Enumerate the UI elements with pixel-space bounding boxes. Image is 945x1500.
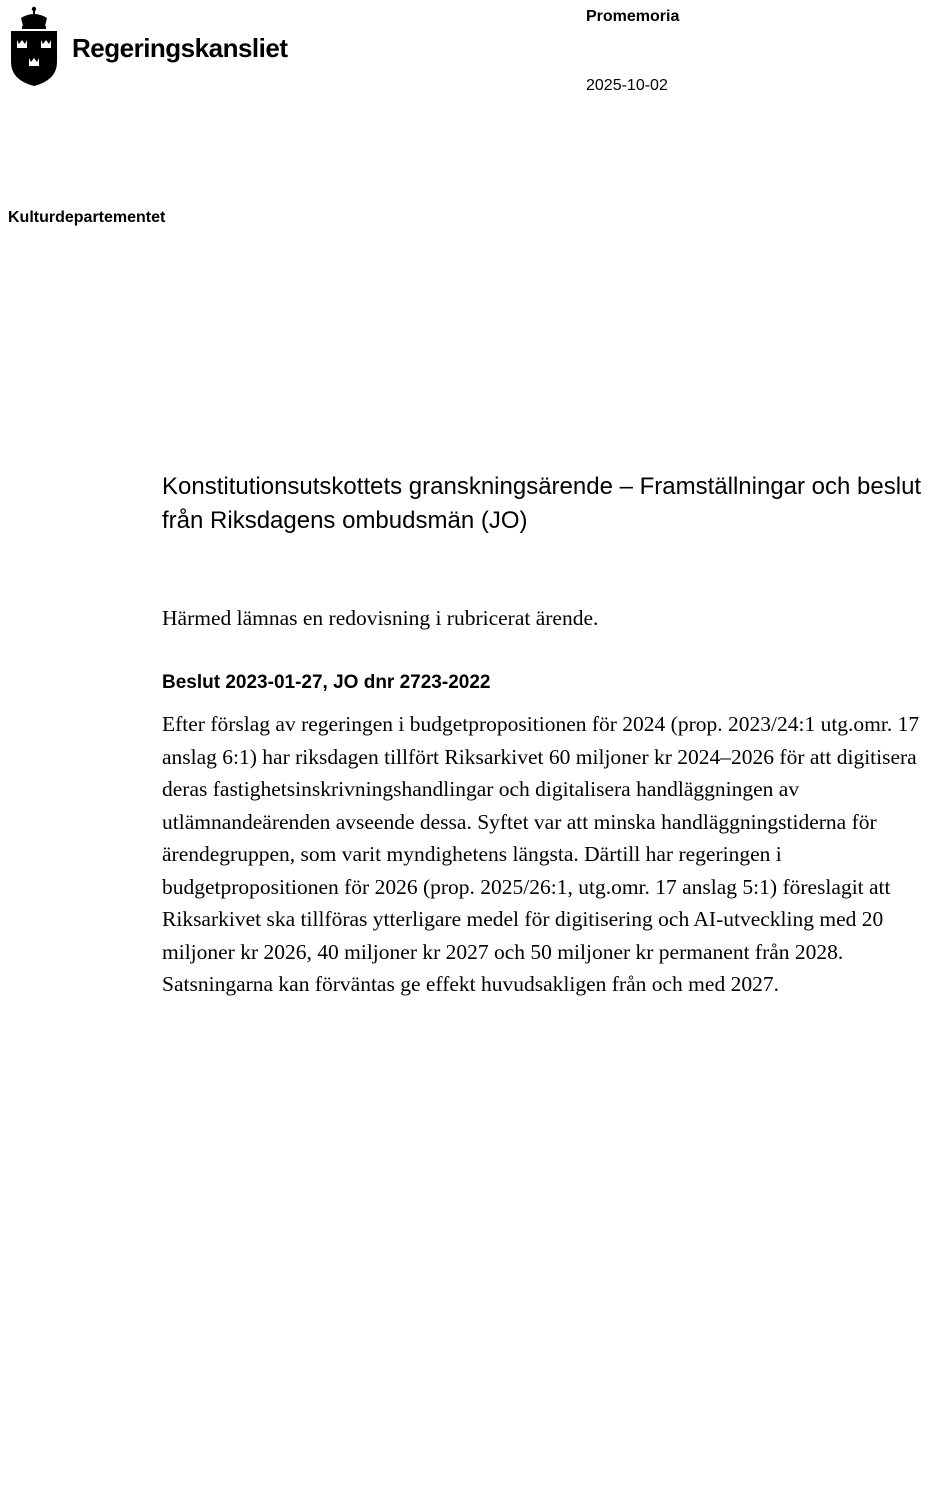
document-type: Promemoria (586, 8, 680, 25)
three-crowns-shield-icon (8, 6, 60, 88)
body-paragraph: Efter förslag av regeringen i budgetpropositionen för 2024 (prop. 2023/24:1 utg.omr. 17 anslag 6:1) har riksdagen tillfört Riksarkivet 60 miljoner kr 2024–2026 för att digitisera deras fastighetsinskrivningshandlingar och digitalisera handläggningen av utlämnandeärenden avseende dessa. Syftet var att minska handläggningstiderna för ärendegruppen, som varit myndighetens längsta. Därtill har regeringen i budgetpropositionen för 2026 (prop. 2025/26:1, utg.omr. 17 anslag 5:1) föreslagit att Riksarkivet ska tillföras ytterligare medel för digitisering och AI-utveckling med 20 miljoner kr 2026, 40 miljoner kr 2027 och 50 miljoner kr permanent från 2028. Satsningarna kan förväntas ge effekt huvudsakligen från och med 2027. (162, 712, 920, 996)
document-title: Konstitutionsutskottets granskningsärende – Framställningar och beslut från Riksdagens ombudsmän (JO) (162, 473, 922, 534)
section-heading: Beslut 2023-01-27, JO dnr 2723-2022 (162, 672, 491, 693)
organization-name: Regeringskansliet (72, 33, 288, 63)
document-date: 2025-10-02 (586, 77, 668, 94)
intro-paragraph: Härmed lämnas en redovisning i rubricerat ärende. (162, 606, 599, 630)
department-name: Kulturdepartementet (8, 209, 166, 226)
